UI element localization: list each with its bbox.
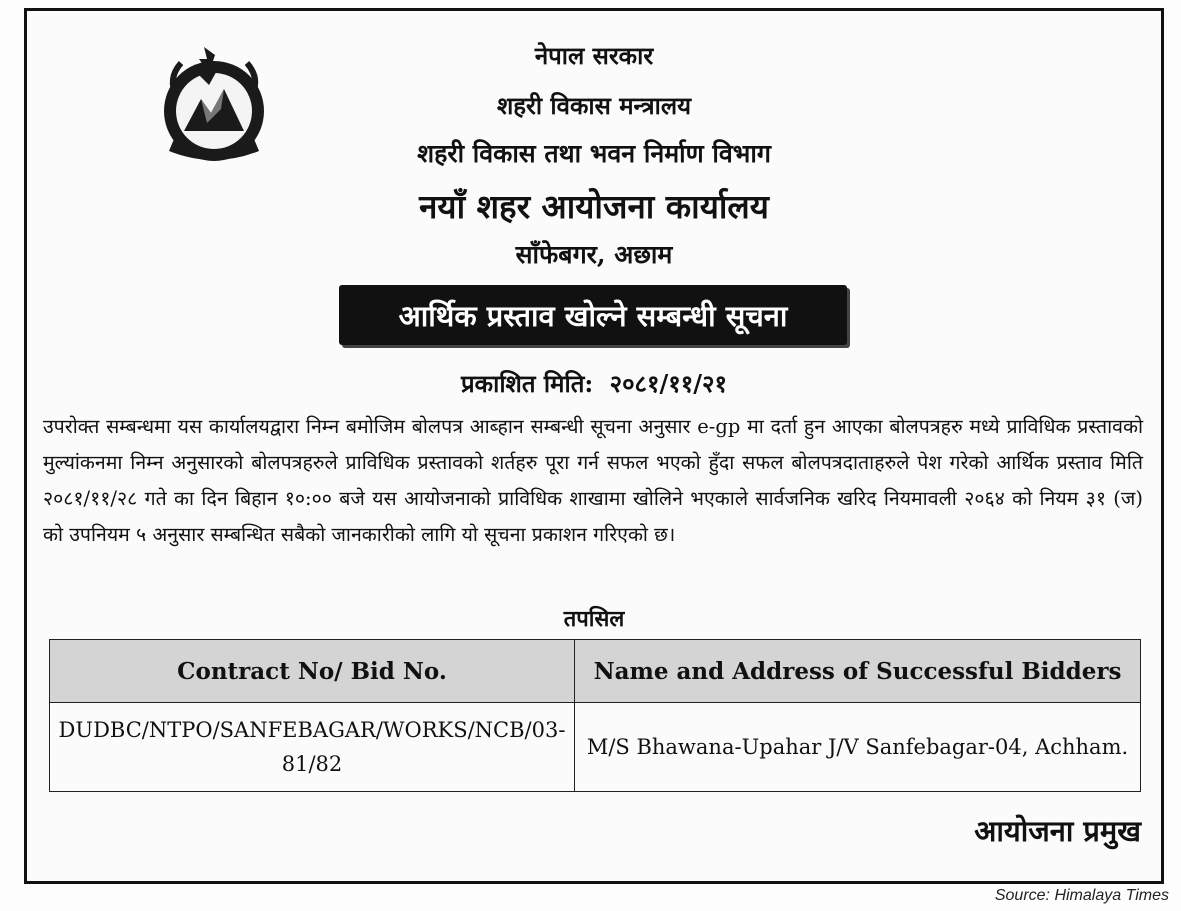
column-header-contract: Contract No/ Bid No. <box>50 640 575 703</box>
source-credit: Source: Himalaya Times <box>994 887 1169 904</box>
government-name: नेपाल सरकार <box>534 41 654 70</box>
ministry-name: शहरी विकास मन्त्रालय <box>496 91 692 120</box>
office-location: साँफेबगर, अछाम <box>515 240 673 269</box>
contract-number-cell: DUDBC/NTPO/SANFEBAGAR/WORKS/NCB/03-81/82 <box>50 703 575 792</box>
publication-date <box>27 367 1161 400</box>
signature-title: आयोजना प्रमुख <box>974 814 1141 848</box>
notice-title: आर्थिक प्रस्ताव खोल्ने सम्बन्धी सूचना <box>398 298 788 333</box>
notice-title-banner <box>339 285 847 345</box>
schedule-title: तपसिल <box>563 606 625 632</box>
bidder-cell: M/S Bhawana-Upahar J/V Sanfebagar-04, Achham. <box>575 703 1141 792</box>
notice-frame <box>24 8 1164 884</box>
publication-date-label: प्रकाशित मिति: <box>461 369 594 398</box>
table-row <box>50 703 1141 792</box>
department-name: शहरी विकास तथा भवन निर्माण विभाग <box>417 139 771 168</box>
table-header-row <box>50 640 1141 703</box>
bids-table <box>49 639 1141 792</box>
notice-body: उपरोक्त सम्बन्धमा यस कार्यालयद्वारा निम्न बमोजिम बोलपत्र आब्हान सम्बन्धी सूचना अनुसार e-gp मा दर्ता हुन आएका बोलपत्रहरु मध्ये प्राविधिक प्रस्तावको मुल्यांकनमा निम्न अनुसारको बोलपत्रहरुले प्राविधिक प्रस्तावको शर्तहरु पूरा गर्न सफल भएको हुँदा सफल बोलपत्रदाताहरुले पेश गरेको आर्थिक प्रस्ताव मिति २०८१/११/२८ गते का दिन बिहान १०:०० बजे यस आयोजनाको प्राविधिक शाखामा खोलिने भएकाले सार्वजनिक खरिद नियमावली २०६४ को नियम ३१ (ज) को उपनियम ५ अनुसार सम्बन्धित सबैको जानकारीको लागि यो सूचना प्रकाशन गरिएको छ। <box>43 415 1143 546</box>
office-name: नयाँ शहर आयोजना कार्यालय <box>419 187 769 226</box>
publication-date-value: २०८१/११/२१ <box>609 369 727 398</box>
column-header-bidder: Name and Address of Successful Bidders <box>575 640 1141 703</box>
